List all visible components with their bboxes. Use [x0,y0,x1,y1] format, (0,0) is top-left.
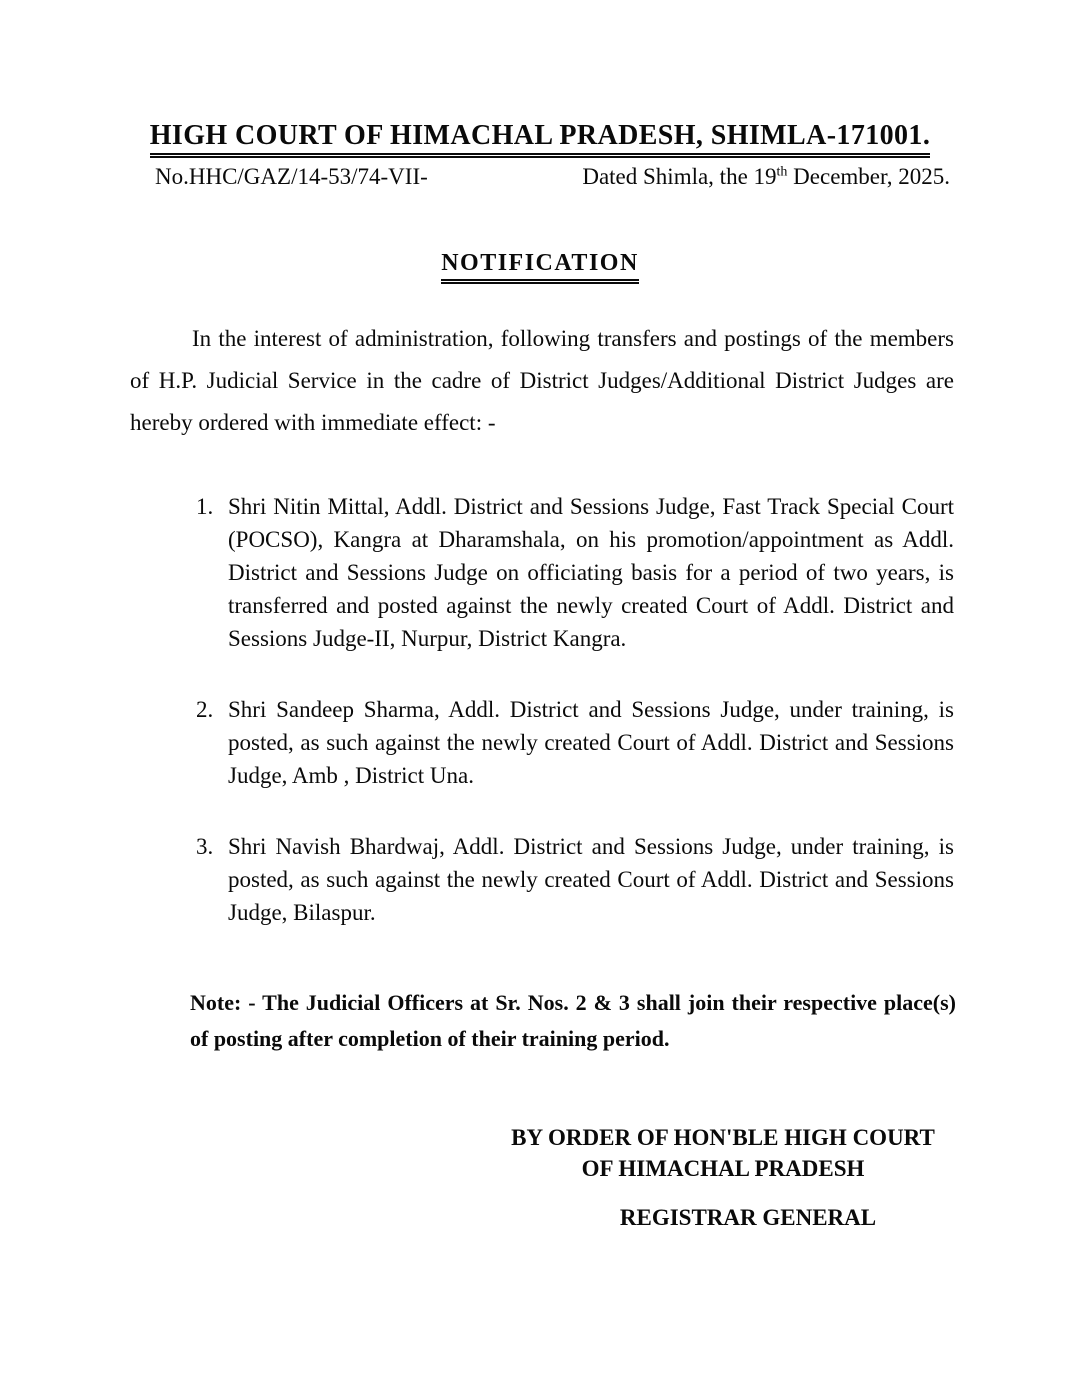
by-order-line1: BY ORDER OF HON'BLE HIGH COURT [511,1125,935,1150]
by-order-block [490,1122,956,1184]
document-date [582,164,950,190]
list-item-text: Shri Sandeep Sharma, Addl. District and Sessions Judge, under training, is posted, as such against the newly created Court of Addl. District and Sessions Judge, Amb , District Una. [228,697,954,788]
list-item-text: Shri Navish Bhardwaj, Addl. District and Sessions Judge, under training, is posted, as such against the newly created Court of Addl. District and Sessions Judge, Bilaspur. [228,834,954,925]
intro-paragraph: In the interest of administration, following transfers and postings of the members of H.P. Judicial Service in the cadre of District Judges/Additional District Judges are hereby ordered with immediate effect: - [130,326,954,435]
court-title: HIGH COURT OF HIMACHAL PRADESH, SHIMLA-171001. [150,120,930,158]
date-suffix: December, 2025. [787,164,950,189]
list-item-text: Shri Nitin Mittal, Addl. District and Sessions Judge, Fast Track Special Court (POCSO), Kangra at Dharamshala, on his promotion/appointment as Addl. District and Sessions Judge on officiating basis for a period of two years, is transferred and posted against the newly created Court of Addl. District and Sessions Judge-II, Nurpur, District Kangra. [228,494,954,651]
list-item-number: 3. [196,834,214,859]
list-item [196,693,954,792]
reference-number: No.HHC/GAZ/14-53/74-VII- [155,164,428,189]
document-header [0,120,1080,158]
reference-row [155,164,950,190]
note-paragraph: Note: - The Judicial Officers at Sr. Nos. 2 & 3 shall join their respective place(s) of posting after completion of their training period. [190,990,956,1051]
list-item-number: 1. [196,494,214,519]
date-prefix: Dated Shimla, the 19 [582,164,777,189]
list-item [196,830,954,929]
list-item-number: 2. [196,697,214,722]
notification-heading: NOTIFICATION [441,250,639,284]
signatory-title: REGISTRAR GENERAL [619,1205,877,1230]
by-order-line2: OF HIMACHAL PRADESH [581,1156,865,1181]
list-item [196,490,954,655]
transfer-order-list [196,490,954,929]
notification-heading-wrap [0,250,1080,284]
date-ordinal-superscript: th [776,164,788,180]
